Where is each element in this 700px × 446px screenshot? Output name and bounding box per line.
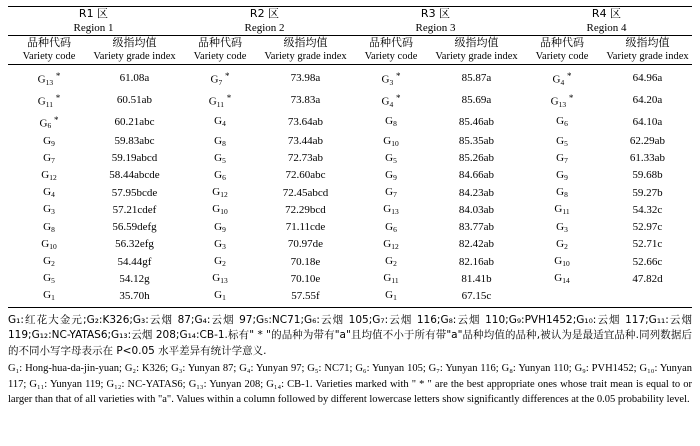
variety-grade-index-cell: 85.46ab xyxy=(458,115,495,128)
variety-grade-index-cell: 72.45abcd xyxy=(282,186,329,199)
variety-grade-index-cell: 72.29bcd xyxy=(285,203,326,216)
variety-grade-index-cell: 47.82d xyxy=(632,272,663,285)
variety-grade-index-cell: 85.69a xyxy=(461,93,492,106)
variety-grade-index-cell: 61.33ab xyxy=(629,152,666,165)
variety-code-cell: $G_1$ xyxy=(43,289,55,303)
variety-code-cell: $G_3$ xyxy=(214,237,226,251)
variety-grade-index-cell: 70.18e xyxy=(290,255,321,268)
variety-code-cell: $G_6$ xyxy=(214,168,226,182)
variety-grade-index-cell: 73.98a xyxy=(290,71,321,84)
variety-code-cell: $G_6$ xyxy=(385,220,397,234)
variety-grade-index-cell: 70.97de xyxy=(287,238,324,251)
variety-code-cell: $G_{12}$ xyxy=(383,237,399,251)
variety-grade-index-table xyxy=(8,6,692,308)
variety-grade-index-cell: 56.32efg xyxy=(115,238,154,251)
variety-code-cell: $G_{10}$ xyxy=(554,255,570,268)
variety-grade-index-cell: 60.21abc xyxy=(114,115,155,128)
region-header-3-cn: R3 区 xyxy=(420,7,451,20)
column-header-code-4: 品种代码 Variety code xyxy=(535,36,589,62)
variety-code-cell: $G_4$ * xyxy=(552,71,572,87)
variety-grade-index-cell: 83.77ab xyxy=(458,221,495,234)
variety-grade-index-cell xyxy=(603,287,692,304)
variety-grade-index-cell: 59.83abc xyxy=(114,135,155,148)
variety-grade-index-cell: 60.51ab xyxy=(116,93,153,106)
variety-code-cell: $G_4$ * xyxy=(381,92,401,109)
variety-grade-index-cell: 59.19abcd xyxy=(111,152,158,165)
region-header-4-cn: R4 区 xyxy=(591,7,622,20)
region-header-3 xyxy=(350,7,521,36)
variety-code-cell: $G_9$ xyxy=(556,168,568,182)
variety-code-cell: $G_9$ xyxy=(385,168,397,182)
variety-code-cell: $G_7$ xyxy=(556,151,568,165)
variety-code-cell xyxy=(521,287,603,304)
table-row xyxy=(8,236,692,253)
table-row xyxy=(8,133,692,150)
variety-grade-index-cell: 81.41b xyxy=(461,272,492,285)
variety-code-cell: $G_{11}$ xyxy=(554,203,570,217)
variety-grade-index-cell: 54.12g xyxy=(119,272,150,285)
variety-grade-index-cell: 70.10e xyxy=(290,272,321,285)
variety-code-cell: $G_{13}$ * xyxy=(550,92,574,109)
variety-grade-index-cell: 57.95bcde xyxy=(111,186,158,199)
variety-code-cell: $G_3$ * xyxy=(381,71,401,87)
variety-grade-index-cell: 64.10a xyxy=(632,115,663,128)
table-row xyxy=(8,150,692,167)
region-header-1-cn: R1 区 xyxy=(78,7,109,20)
table-row xyxy=(8,184,692,201)
table-bottom-rule xyxy=(8,307,692,308)
variety-grade-index-cell: 52.71c xyxy=(632,238,663,251)
variety-code-cell: $G_8$ xyxy=(43,220,55,234)
variety-grade-index-cell: 62.29ab xyxy=(629,135,666,148)
variety-code-cell: $G_{13}$ xyxy=(383,203,399,217)
variety-code-cell: $G_2$ xyxy=(556,237,568,251)
variety-code-cell: $G_{13}$ * xyxy=(37,71,61,87)
table-row xyxy=(8,287,692,304)
variety-code-cell: $G_5$ xyxy=(385,151,397,165)
variety-grade-index-cell: 82.16ab xyxy=(458,255,495,268)
region-header-2-cn: R2 区 xyxy=(249,7,280,20)
variety-code-cell: $G_6$ * xyxy=(39,114,59,131)
table-row xyxy=(8,167,692,184)
variety-code-cell: $G_{12}$ xyxy=(212,186,228,200)
variety-grade-index-cell: 52.97c xyxy=(632,221,663,234)
variety-code-cell: $G_8$ xyxy=(556,186,568,200)
variety-grade-index-cell: 64.20a xyxy=(632,93,663,106)
variety-code-cell: $G_2$ xyxy=(214,255,226,268)
variety-code-cell: $G_9$ xyxy=(43,134,55,148)
variety-grade-index-cell: 71.11cde xyxy=(285,221,326,234)
variety-code-cell: $G_2$ xyxy=(43,255,55,268)
variety-grade-index-cell: 56.59defg xyxy=(112,221,157,234)
column-header-row xyxy=(8,36,692,65)
variety-code-cell: $G_5$ xyxy=(214,151,226,165)
variety-code-cell: $G_7$ xyxy=(43,151,55,165)
variety-grade-index-cell: 54.32c xyxy=(632,203,663,216)
column-header-code-2: 品种代码 Variety code xyxy=(193,36,247,62)
table-row xyxy=(8,89,692,111)
region-header-2 xyxy=(179,7,350,36)
region-header-3-en: Region 3 xyxy=(415,22,456,34)
variety-code-cell: $G_{14}$ xyxy=(554,272,570,286)
variety-grade-index-cell: 73.83a xyxy=(290,93,321,106)
column-header-index-1: 级指均值 Variety grade index xyxy=(93,36,176,62)
variety-code-cell: $G_7$ xyxy=(385,186,397,200)
note-english: G₁: Hong-hua-da-jin-yuan; G₂: K326; G₃: Yunyan 87; G₄: Yunyan 97; G₅: NC71; G₆: Yunyan 105; G₇: Yunyan 116; G₈: Yunyan 110; G₉: PVH1452; G₁₀: Yunyan 117; G₁₁: Yunyan 119; G₁₂: NC-YATAS6; G₁₃: Yunyan 208; G₁₄: CB-1. Varieties marked with " * " are the best appropriate ones whose trait mean is equal to or larger than that of all varieties with "a". Values within a column followed by different lowercase letters show significantly differences at the 0.05 probability level. xyxy=(8,363,692,406)
variety-code-cell: $G_{11}$ * xyxy=(208,92,232,109)
variety-code-cell: $G_5$ xyxy=(43,272,55,286)
variety-code-cell: $G_{10}$ xyxy=(383,134,399,148)
variety-grade-index-cell: 61.08a xyxy=(119,71,150,84)
variety-code-cell: $G_{10}$ xyxy=(212,203,228,217)
variety-code-cell: $G_4$ xyxy=(214,115,226,129)
variety-code-cell: $G_3$ xyxy=(556,220,568,234)
table-row xyxy=(8,111,692,133)
variety-code-cell: $G_5$ xyxy=(556,134,568,148)
variety-grade-index-cell: 85.26ab xyxy=(458,152,495,165)
variety-code-cell: $G_{13}$ xyxy=(212,272,228,286)
variety-code-cell: $G_{12}$ xyxy=(41,168,57,182)
variety-code-cell: $G_{11}$ * xyxy=(37,92,61,109)
column-header-index-4: 级指均值 Variety grade index xyxy=(606,36,689,62)
variety-code-cell: $G_7$ * xyxy=(210,71,230,87)
variety-grade-index-cell: 59.68b xyxy=(632,169,663,182)
table-row xyxy=(8,201,692,218)
variety-code-cell: $G_1$ xyxy=(214,289,226,303)
table-notes xyxy=(8,313,692,408)
variety-grade-index-cell: 54.44gf xyxy=(117,255,152,268)
variety-grade-index-cell: 84.66ab xyxy=(458,169,495,182)
region-header-1 xyxy=(8,7,179,36)
variety-code-cell: $G_8$ xyxy=(214,134,226,148)
region-header-4-en: Region 4 xyxy=(586,22,627,34)
variety-grade-index-cell: 84.23ab xyxy=(458,186,495,199)
variety-grade-index-cell: 82.42ab xyxy=(458,238,495,251)
variety-code-cell: $G_{11}$ xyxy=(383,272,399,286)
column-header-index-3: 级指均值 Variety grade index xyxy=(435,36,518,62)
table-row xyxy=(8,219,692,236)
variety-grade-index-cell: 72.60abc xyxy=(285,169,326,182)
variety-grade-index-cell: 64.96a xyxy=(632,71,663,84)
variety-grade-index-cell: 58.44abcde xyxy=(109,169,160,182)
variety-code-cell: $G_3$ xyxy=(43,203,55,217)
column-header-index-2: 级指均值 Variety grade index xyxy=(264,36,347,62)
variety-code-cell: $G_6$ xyxy=(556,115,568,129)
column-header-code-1: 品种代码 Variety code xyxy=(22,36,76,62)
region-header-2-en: Region 2 xyxy=(244,22,285,34)
variety-grade-index-cell: 57.55f xyxy=(291,289,320,302)
variety-code-cell: $G_1$ xyxy=(385,289,397,303)
variety-grade-index-cell: 35.70h xyxy=(119,289,150,302)
variety-grade-index-cell: 73.44ab xyxy=(287,135,324,148)
variety-code-cell: $G_{10}$ xyxy=(41,237,57,251)
variety-code-cell: $G_2$ xyxy=(385,255,397,268)
region-header-4 xyxy=(521,7,692,36)
table-body xyxy=(8,67,692,305)
region-header-1-en: Region 1 xyxy=(73,22,114,34)
variety-grade-index-cell: 73.64ab xyxy=(287,115,324,128)
note-chinese: G₁:红花大金元;G₂:K326;G₃:云烟 87;G₄:云烟 97;G₅:NC71;G₆:云烟 105;G₇:云烟 116;G₈:云烟 110;G₉:PVH1452;G₁₀:云烟 117;G₁₁:云烟 119;G₁₂:NC-YATAS6;G₁₃:云烟 208;G₁₄:CB-1.标有" * "的品种为带有"a"且均值不小于所有带"a"品种均值的品种,被认为是最适宜品种.同列数据后的不同小写字母表示在 P<0.05 水平差异有统计学意义. xyxy=(8,313,692,357)
variety-grade-index-cell: 59.27b xyxy=(632,186,663,199)
variety-grade-index-cell: 57.21cdef xyxy=(112,203,157,216)
variety-code-cell: $G_4$ xyxy=(43,186,55,200)
variety-grade-index-cell: 84.03ab xyxy=(458,203,495,216)
variety-grade-index-cell: 85.87a xyxy=(461,71,492,84)
table-row xyxy=(8,270,692,287)
variety-code-cell: $G_8$ xyxy=(385,115,397,129)
variety-code-cell: $G_9$ xyxy=(214,220,226,234)
variety-grade-index-cell: 85.35ab xyxy=(458,135,495,148)
variety-grade-index-cell: 67.15c xyxy=(461,289,492,302)
column-header-code-3: 品种代码 Variety code xyxy=(364,36,418,62)
variety-grade-index-cell: 72.73ab xyxy=(287,152,324,165)
table-row xyxy=(8,253,692,270)
table-row xyxy=(8,67,692,89)
region-header-row xyxy=(8,7,692,36)
variety-grade-index-cell: 52.66c xyxy=(632,255,663,268)
